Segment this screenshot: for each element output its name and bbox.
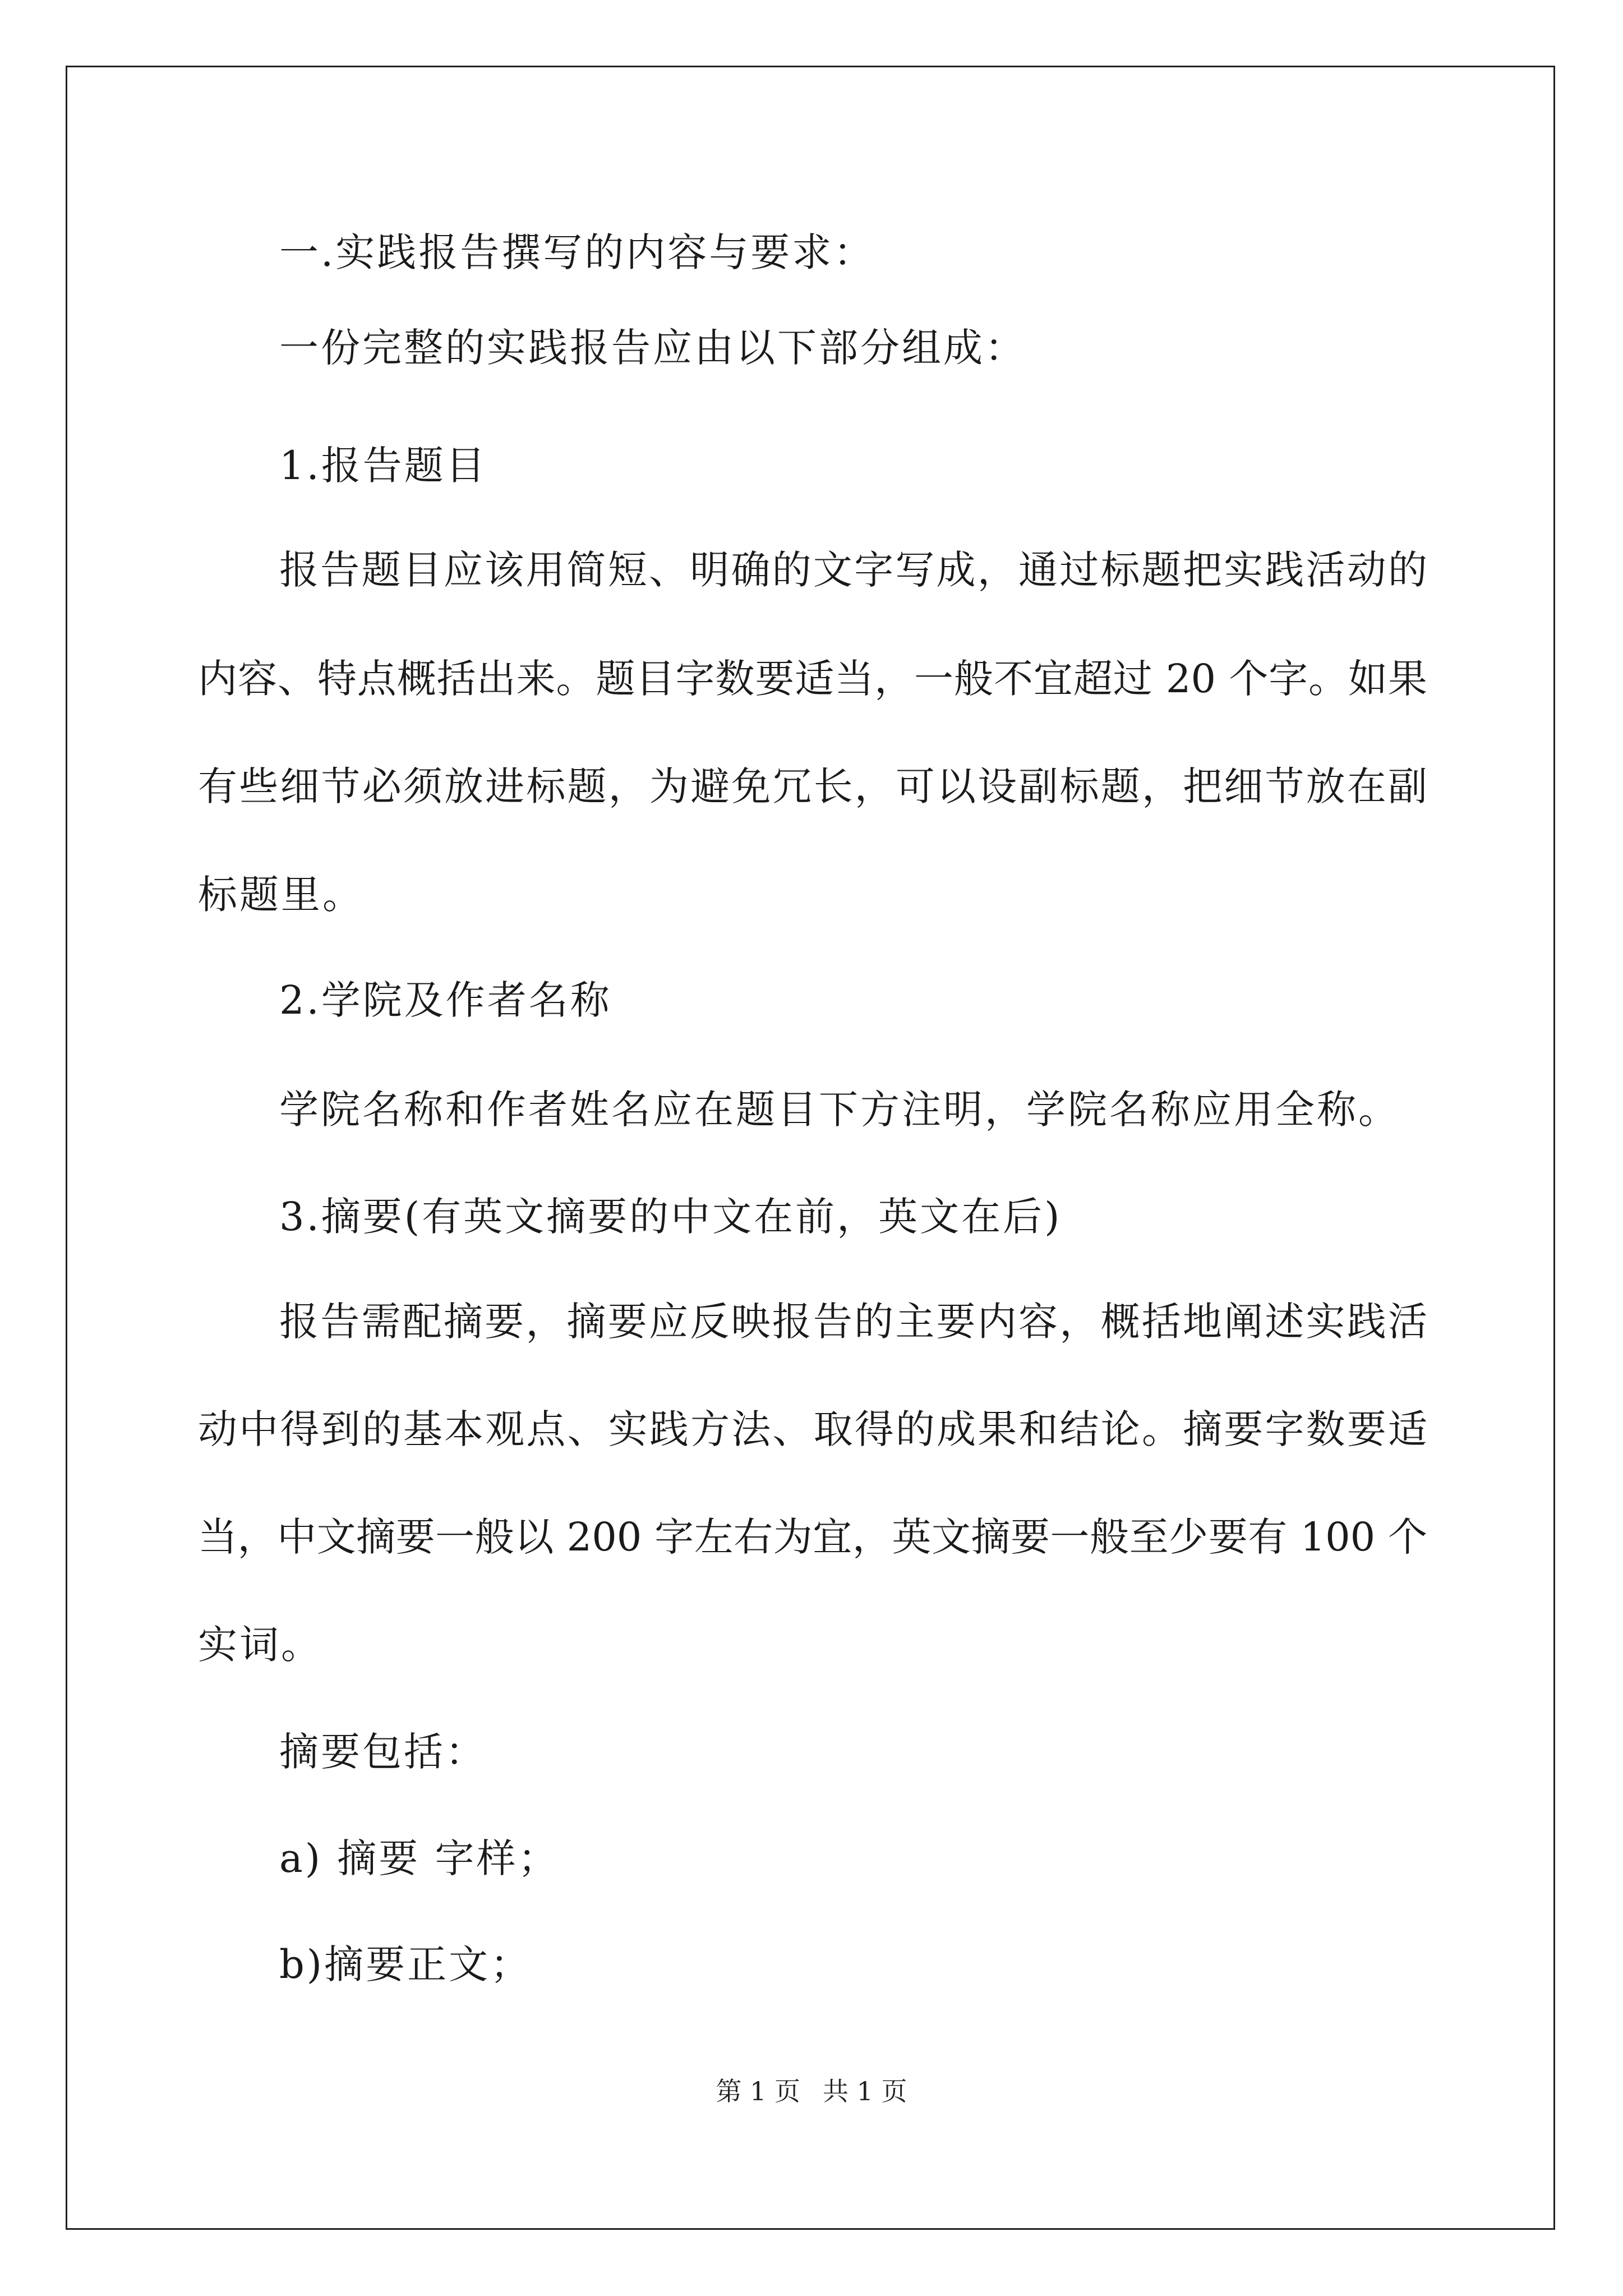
section1-paragraph-line: 内容、特点概括出来。题目字数要适当，一般不宜超过 20 个字。如果 [198, 656, 1427, 702]
section3-title: 3.摘要(有英文摘要的中文在前，英文在后) [279, 1194, 1062, 1240]
section3-paragraph-line: 动中得到的基本观点、实践方法、取得的成果和结论。摘要字数要适 [198, 1406, 1427, 1452]
section1-title: 1.报告题目 [279, 443, 487, 489]
section-heading: 一.实践报告撰写的内容与要求： [279, 229, 875, 275]
list-item-b: b)摘要正文； [279, 1941, 532, 1987]
section1-paragraph-line: 有些细节必须放进标题，为避免冗长，可以设副标题，把细节放在副 [198, 763, 1427, 809]
section3-paragraph-line: 报告需配摘要，摘要应反映报告的主要内容，概括地阐述实践活 [279, 1299, 1427, 1345]
page-number-current: 第 1 页 [716, 2076, 800, 2106]
page-number-total: 共 1 页 [823, 2076, 907, 2106]
section3-paragraph-line: 当，中文摘要一般以 200 字左右为宜，英文摘要一般至少要有 100 个 [198, 1514, 1427, 1560]
intro-paragraph: 一份完整的实践报告应由以下部分组成： [279, 325, 1026, 371]
section3-paragraph-line: 实词。 [198, 1622, 322, 1668]
section1-paragraph-line: 报告题目应该用简短、明确的文字写成，通过标题把实践活动的 [279, 547, 1427, 593]
section2-paragraph: 学院名称和作者姓名应在题目下方注明，学院名称应用全称。 [279, 1087, 1400, 1133]
page-footer [0, 2074, 1623, 2108]
section1-paragraph-line: 标题里。 [198, 872, 364, 918]
page-border [66, 66, 1555, 2230]
list-item-a: a) 摘要 字样； [279, 1835, 560, 1881]
section2-title: 2.学院及作者名称 [279, 977, 612, 1023]
abstract-includes-label: 摘要包括： [279, 1729, 487, 1775]
